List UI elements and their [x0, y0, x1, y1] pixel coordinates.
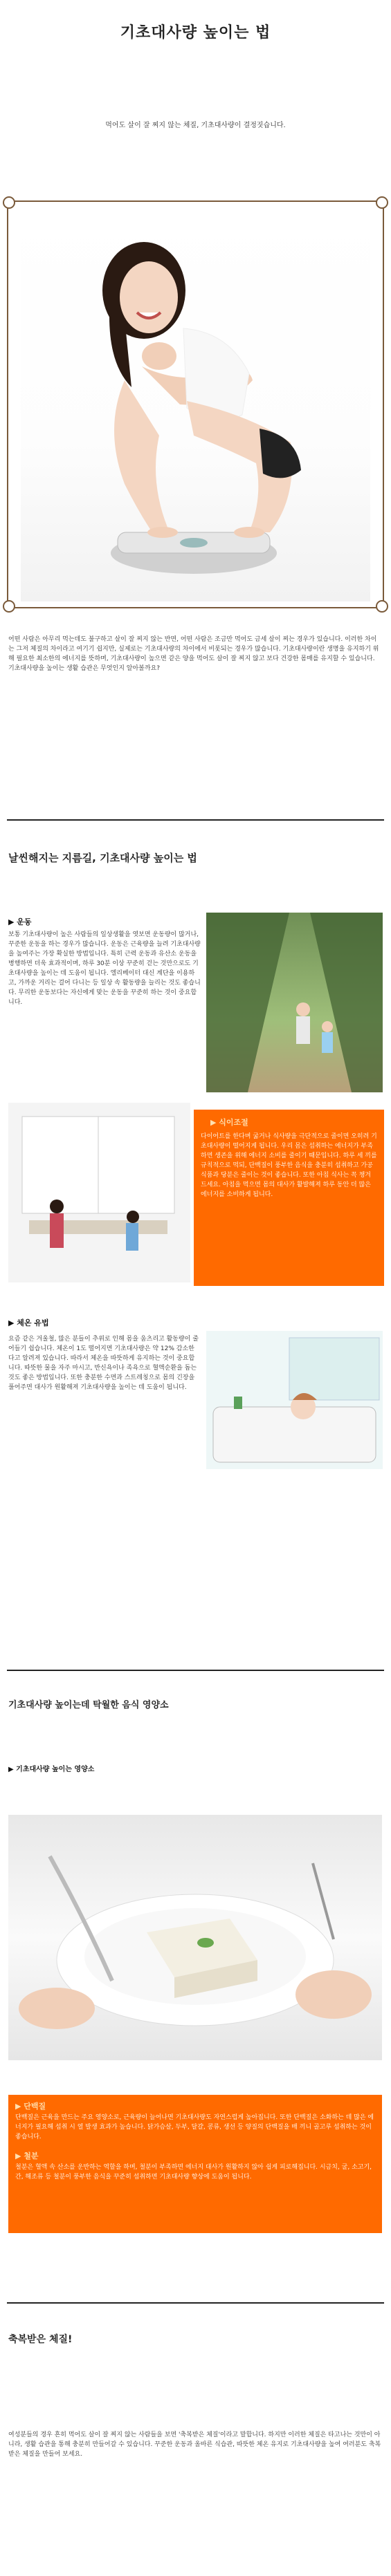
exercise-photo: [206, 913, 383, 1092]
section-divider: [7, 2302, 384, 2304]
diet-box: [194, 1110, 384, 1286]
exercise-text: 보통 기초대사량이 높은 사람들의 일상생활을 엿보면 운동량이 많거나, 꾸준한 운동을 하는 경우가 많습니다. 운동은 근육량을 늘려 기초대사량을 높여주는 가장 확실한 방법입니다. 특히 근력 운동과 유산소 운동을 병행하면 더욱 효과적이며, 하루 30분 이상 꾸준히 걷는 것만으로도 기초대사량을 높이는 데 도움이 됩니다. 엘리베이터 대신 계단을 이용하고, 가까운 거리는 걸어 다니는 등 일상 속 활동량을 늘리는 것도 좋습니다. 무리한 운동보다는 자신에게 맞는 운동을 꾸준히 하는 것이 중요합니다.: [8, 931, 201, 1006]
frame-corner-ornament: [3, 600, 15, 613]
exercise-heading: ▶ 운동: [8, 917, 32, 926]
diet-heading: ▶ 식이조절: [210, 1118, 248, 1127]
page-title: 기초대사량 높이는 법: [120, 24, 271, 41]
intro-paragraph: 어떤 사람은 아무리 먹는데도 불구하고 살이 잘 찌지 않는 반면, 어떤 사람은 조금만 먹어도 금세 살이 찌는 경우가 있습니다. 이러한 차이는 그저 체질의 차이라고 여기기 쉽지만, 실제로는 기초대사량의 차이에서 비롯되는 경우가 많습니다. 기초대사량이란 생명을 유지하기 위해 필요한 최소한의 에너지를 뜻하며, 기초대사량이 높으면 같은 양을 먹어도 살이 잘 찌지 않고 보다 건강한 몸매를 유지할 수 있습니다. 기초대사량을 높이는 생활 습관은 무엇인지 알아볼까요?: [8, 636, 379, 672]
section3-title: 축복받은 체질!: [8, 2334, 73, 2345]
frame-corner-ornament: [376, 600, 388, 613]
section2-title: 기초대사량 높이는데 탁월한 음식 영양소: [8, 1700, 169, 1710]
protein-heading: ▶ 단백질: [15, 2102, 46, 2111]
bath-heading: ▶ 체온 유법: [8, 1318, 49, 1327]
section-divider: [7, 1670, 384, 1671]
section3-text: 여성분들의 경우 흔히 먹어도 살이 잘 찌지 않는 사람들을 보면 '축복받은 체질'이라고 말합니다. 하지만 이러한 체질은 타고나는 것만이 아니라, 생활 습관을 통해 충분히 만들어갈 수 있습니다. 꾸준한 운동과 올바른 식습관, 따뜻한 체온 유지로 기초대사량을 높여 여러분도 축복받은 체질을 만들어 보세요.: [8, 2432, 381, 2458]
diet-text: 다이어트를 한다며 굶거나 식사량을 극단적으로 줄이면 오히려 기초대사량이 떨어지게 됩니다. 우리 몸은 섭취하는 에너지가 부족하면 생존을 위해 에너지 소비를 줄이기 때문입니다. 하루 세 끼를 규칙적으로 먹되, 단백질이 풍부한 음식을 충분히 섭취하고 가공식품과 당분은 줄이는 것이 좋습니다. 또한 아침 식사는 꼭 챙겨 드세요. 아침을 먹으면 몸의 대사가 활발해져 하루 동안 더 많은 에너지를 소비하게 됩니다.: [201, 1133, 377, 1198]
bath-text: 요즘 같은 겨울철, 많은 분들이 추위로 인해 몸을 움츠리고 활동량이 줄어들기 쉽습니다. 체온이 1도 떨어지면 기초대사량은 약 12% 감소한다고 알려져 있습니다. 따라서 체온을 따뜻하게 유지하는 것이 중요합니다. 따뜻한 물을 자주 마시고, 반신욕이나 족욕으로 혈액순환을 돕는 것도 좋은 방법입니다. 또한 충분한 수면과 스트레칭으로 몸의 긴장을 풀어주면 대사가 원활해져 기초대사량을 높이는 데 도움이 됩니다.: [8, 1336, 199, 1391]
tofu-photo: [8, 1815, 382, 2060]
frame-corner-ornament: [376, 196, 388, 209]
iron-heading: ▶ 철분: [15, 2152, 39, 2160]
iron-text: 철분은 혈액 속 산소를 운반하는 역할을 하며, 철분이 부족하면 에너지 대사가 원활하지 않아 쉽게 피로해집니다. 시금치, 굴, 소고기, 간, 해조류 등 철분이 풍부한 음식을 꾸준히 섭취하면 기초대사량 향상에 도움이 됩니다.: [15, 2164, 372, 2181]
nutrients-box: [8, 2095, 382, 2233]
hero-photo-woman-on-scale: [21, 207, 370, 601]
protein-text: 단백질은 근육을 만드는 주요 영양소로, 근육량이 늘어나면 기초대사량도 자연스럽게 높아집니다. 또한 단백질은 소화하는 데 많은 에너지가 필요해 섭취 시 열 발생 효과가 높습니다. 닭가슴살, 두부, 달걀, 콩류, 생선 등 양질의 단백질을 매 끼니 골고루 섭취하는 것이 좋습니다.: [15, 2114, 374, 2140]
frame-corner-ornament: [3, 196, 15, 209]
section2-subheading: ▶ 기초대사량 높이는 영양소: [8, 1766, 95, 1773]
diet-photo: [8, 1103, 190, 1282]
section-divider: [7, 819, 384, 821]
bath-illustration: [206, 1331, 383, 1469]
page-subtitle: 먹어도 살이 잘 찌지 않는 체질, 기초대사량이 결정짓습니다.: [105, 122, 286, 129]
section1-title: 날씬해지는 지름길, 기초대사량 높이는 법: [8, 852, 197, 864]
